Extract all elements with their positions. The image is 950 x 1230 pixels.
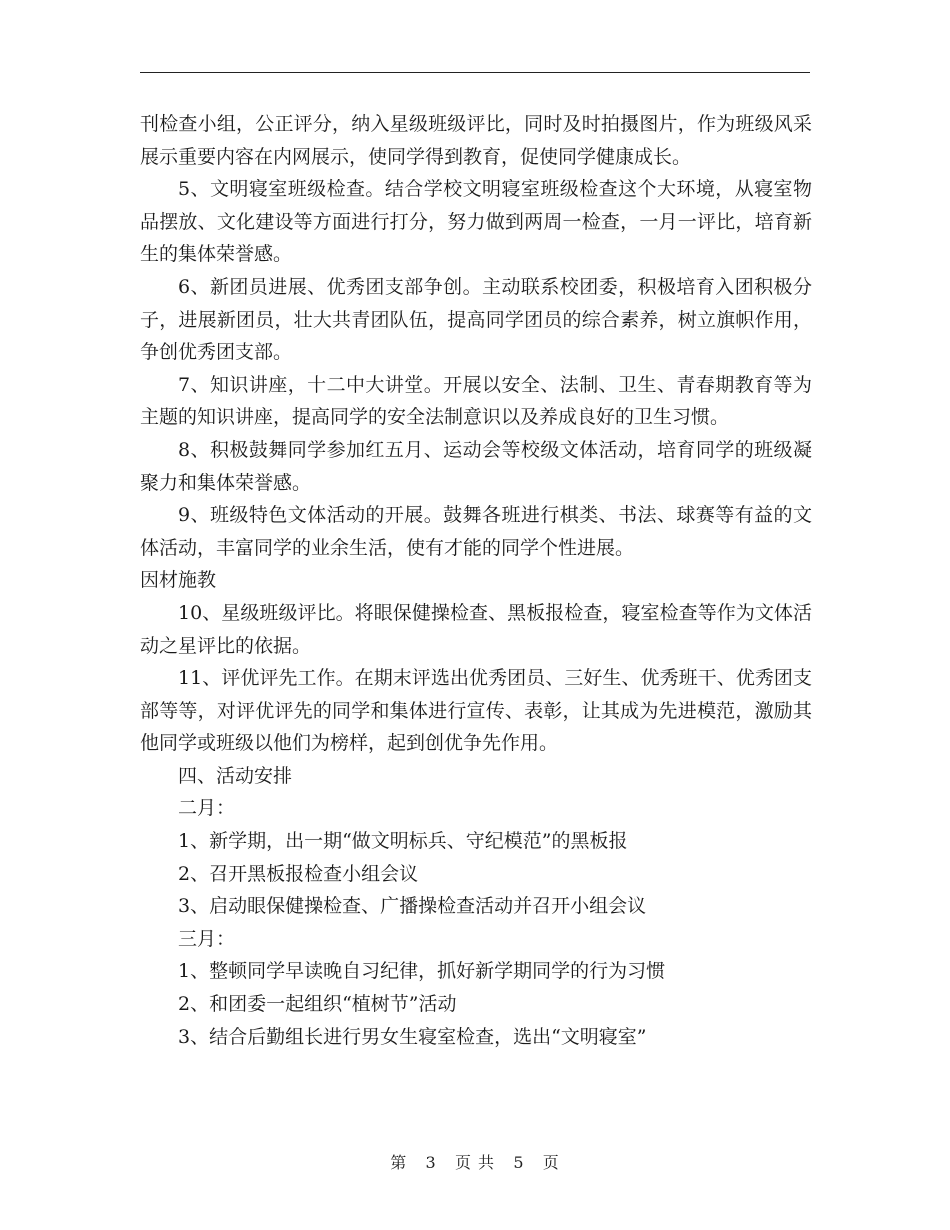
paragraph: 7、知识讲座，十二中大讲堂。开展以安全、法制、卫生、青春期教育等为主题的知识讲座，提高同学的安全法制意识以及养成良好的卫生习惯。 [140,373,812,429]
paragraph: 10、星级班级评比。将眼保健操检查、黑板报检查，寝室检查等作为文体活动之星评比的依据。 [140,601,812,657]
paragraph: 5、文明寝室班级检查。结合学校文明寝室班级检查这个大环境，从寝室物品摆放、文化建设等方面进行打分，努力做到两周一检查，一月一评比，培育新生的集体荣誉感。 [140,178,812,266]
list-item: 1、新学期，出一期“做文明标兵、守纪模范”的黑板报 [178,830,628,853]
paragraph: 因材施教 [140,569,217,592]
current-page-number: 3 [425,1153,437,1172]
list-item: 3、启动眼保健操检查、广播操检查活动并召开小组会议 [178,895,647,918]
paragraph: 8、积极鼓舞同学参加红五月、运动会等校级文体活动，培育同学的班级凝聚力和集体荣誉感。 [140,438,812,494]
header-rule [140,72,810,73]
list-item: 2、和团委一起组织“植树节”活动 [178,993,457,1016]
page-footer [0,1150,950,1173]
footer-suffix: 页 [542,1153,560,1172]
paragraph: 9、班级特色文体活动的开展。鼓舞各班进行棋类、书法、球赛等有益的文体活动，丰富同学的业余生活，使有才能的同学个性进展。 [140,504,812,559]
list-item: 2、召开黑板报检查小组会议 [178,862,419,885]
section-heading: 四、活动安排 [178,764,293,787]
list-item: 3、结合后勤组长进行男女生寝室检查，选出“文明寝室” [178,1025,647,1048]
paragraph: 刊检查小组，公正评分，纳入星级班级评比，同时及时拍摄图片，作为班级风采展示重要内容在内网展示，使同学得到教育，促使同学健康成长。 [140,113,812,168]
month-heading: 二月： [178,797,236,820]
list-item: 1、整顿同学早读晚自习纪律，抓好新学期同学的行为习惯 [178,960,666,983]
total-page-number: 5 [513,1153,525,1172]
footer-middle: 页 共 [454,1153,496,1172]
month-heading: 三月： [178,927,236,950]
paragraph: 11、评优评先工作。在期末评选出优秀团员、三好生、优秀班干、优秀团支部等等，对评优评先的同学和集体进行宣传、表彰，让其成为先进模范，激励其他同学或班级以他们为榜样，起到创优争先作用。 [140,667,812,755]
footer-prefix: 第 [390,1153,408,1172]
body-text [140,108,812,1053]
paragraph: 6、新团员进展、优秀团支部争创。主动联系校团委，积极培育入团积极分子，进展新团员，壮大共青团队伍，提高同学团员的综合素养，树立旗帜作用，争创优秀团支部。 [140,275,812,364]
